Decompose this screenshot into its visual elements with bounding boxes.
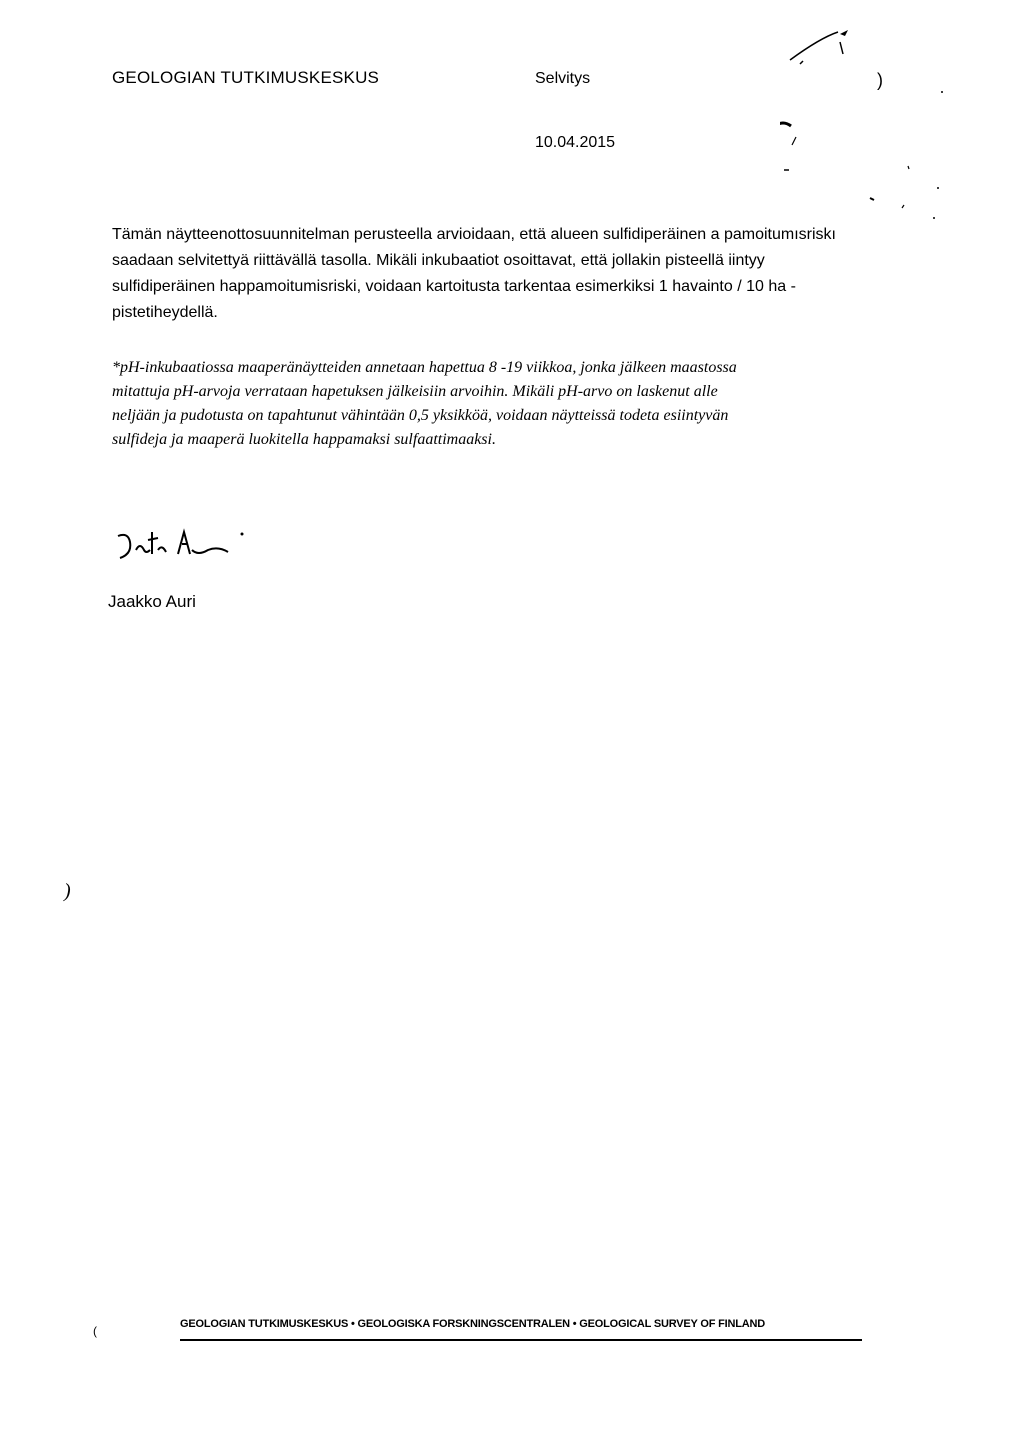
paragraph-line: saadaan selvitettyä riittävällä tasolla. Mikäli inkubaatiot osoittavat, että jollakin pisteellä iintyy	[112, 252, 765, 269]
footnote-paragraph	[112, 356, 902, 452]
footnote-line: mitattuja pH-arvoja verrataan hapetuksen jälkeisiin arvoihin. Mikäli pH-arvo on laskenut alle	[112, 383, 718, 400]
paragraph-line: Tämän näytteenottosuunnitelman perusteella arvioidaan, että alueen sulfidiperäinen a pamoitumısriskı	[112, 226, 836, 243]
paragraph-line: sulfidiperäinen happamoitumisriski, voidaan kartoitusta tarkentaa esimerkiksi 1 havainto / 10 ha -	[112, 278, 796, 295]
footer-divider	[180, 1339, 862, 1341]
scan-artifact-stamp	[780, 20, 940, 220]
footnote-line: sulfideja ja maaperä luokitella happamaksi sulfaattimaaksi.	[112, 431, 496, 448]
handwritten-signature	[112, 520, 272, 580]
organization-name: GEOLOGIAN TUTKIMUSKESKUS	[112, 68, 380, 87]
footer-organizations: GEOLOGIAN TUTKIMUSKESKUS • GEOLOGISKA FORSKNINGSCENTRALEN • GEOLOGICAL SURVEY OF FINLAND	[180, 1318, 765, 1330]
footer-edge-mark: (	[93, 1324, 97, 1338]
main-paragraph	[112, 222, 932, 326]
paragraph-line: pistetiheydellä.	[112, 304, 218, 321]
footnote-line: neljään ja pudotusta on tapahtunut vähintään 0,5 yksikköä, voidaan näytteissä todeta esiintyvän	[112, 407, 729, 424]
scan-artifact-dots	[920, 80, 960, 240]
footnote-line: *pH-inkubaatiossa maaperänäytteiden annetaan hapettua 8 -19 viikkoa, jonka jälkeen maastossa	[112, 359, 737, 376]
document-date: 10.04.2015	[535, 134, 616, 151]
page-marker: )	[877, 70, 883, 90]
signer-name: Jaakko Auri	[108, 592, 196, 611]
document-type: Selvitys	[535, 70, 591, 87]
margin-artifact: )	[64, 880, 71, 902]
